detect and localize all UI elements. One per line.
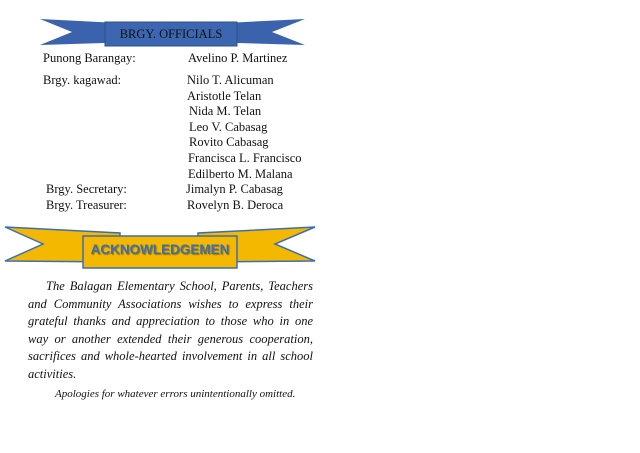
- kagawad-name: Francisca L. Francisco: [188, 151, 302, 165]
- apology-note: Apologies for whatever errors unintentionally omitted.: [55, 388, 296, 400]
- kagawad-name: Edilberto M. Malana: [188, 167, 293, 181]
- acknowledgement-paragraph: The Balagan Elementary School, Parents, Teachers and Community Associations wishes to express their grateful thanks and appreciation to those who in one way or another extended their generous cooperation, sacrifices and whole-hearted involvement in all school activities.: [28, 279, 313, 381]
- kagawad-name: Nilo T. Alicuman: [187, 73, 274, 87]
- kagawad-name: Rovito Cabasag: [189, 135, 269, 149]
- punong-barangay-label: Punong Barangay:: [43, 51, 136, 65]
- secretary-label: Brgy. Secretary:: [46, 182, 127, 196]
- acknowledgement-banner-title: ACKNOWLEDGEMEN: [90, 242, 230, 257]
- officials-banner-title: BRGY. OFFICIALS: [119, 27, 223, 41]
- kagawad-name: Nida M. Telan: [189, 104, 262, 118]
- punong-barangay-name: Avelino P. Martinez: [188, 51, 288, 65]
- treasurer-label: Brgy. Treasurer:: [46, 198, 127, 212]
- kagawad-name: Aristotle Telan: [187, 89, 262, 103]
- kagawad-label: Brgy. kagawad:: [43, 73, 122, 87]
- secretary-name: Jimalyn P. Cabasag: [186, 182, 283, 196]
- kagawad-name: Leo V. Cabasag: [189, 120, 268, 134]
- treasurer-name: Rovelyn B. Deroca: [187, 198, 284, 212]
